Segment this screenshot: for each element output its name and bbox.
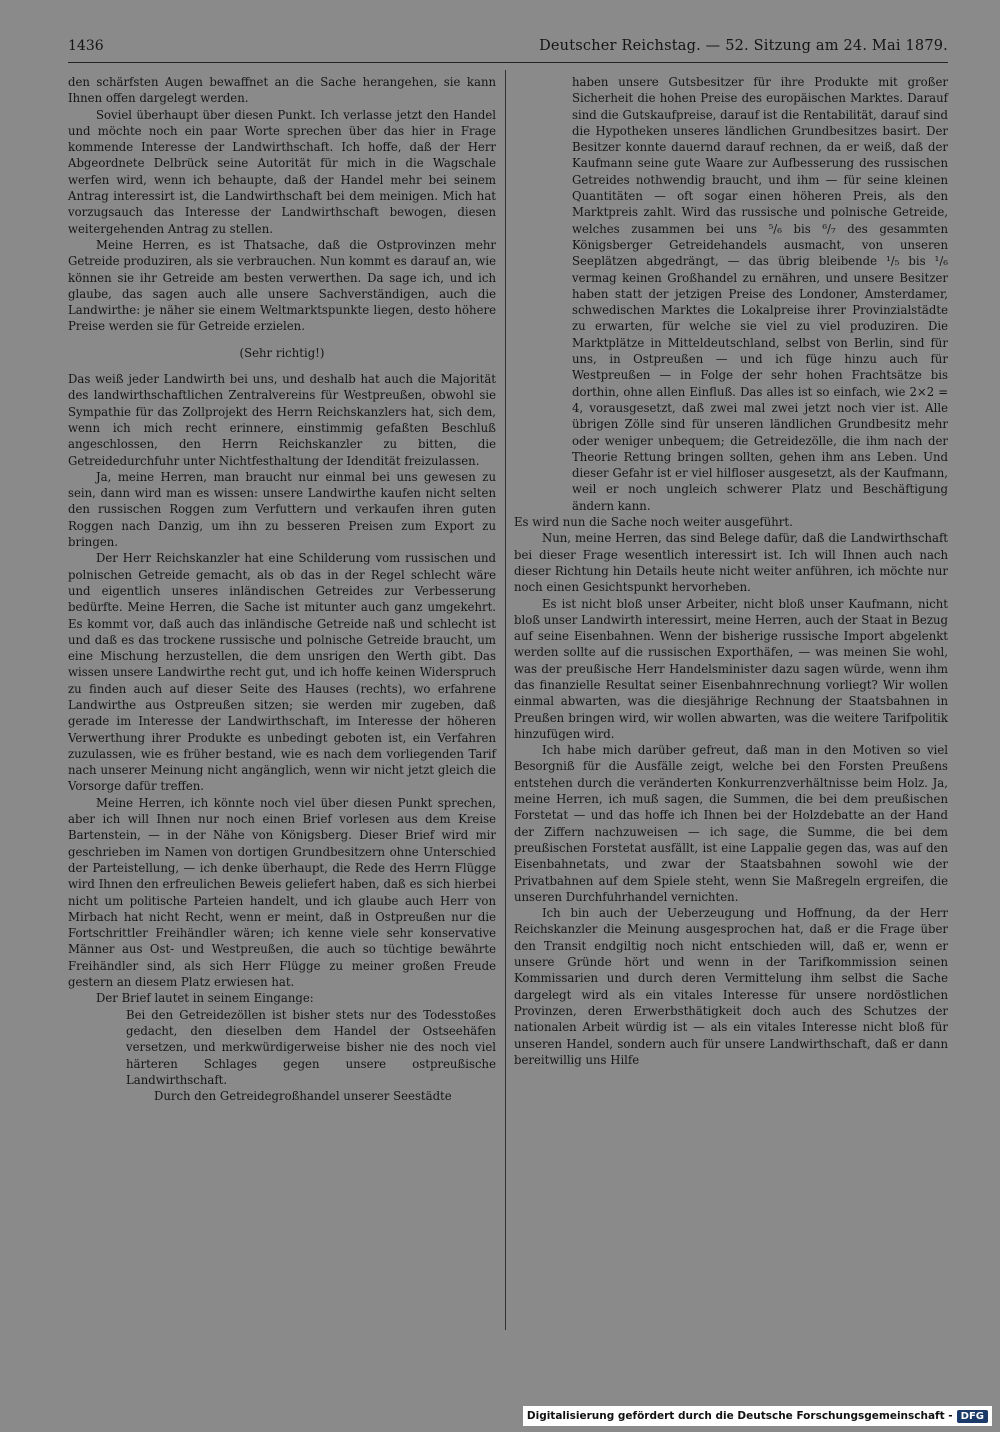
paragraph: Der Brief lautet in seinem Eingange: [96,991,314,1006]
paragraph: Soviel überhaupt über diesen Punkt. Ich verlasse jetzt den Handel und möchte noch ein paar Worte sprechen über das hier in Frage kommende Interesse der Landwirthschaft. Ich hoffe, daß der Herr Abgeordnete Delbrück seine Autorität für mich in die Wagschale werfen wird, wenn ich behaupte, daß der Handel mehr bei seinem Antrag interessirt ist, die Landwirthschaft bei dem meinigen. Mich hat vorzugsauch das Interesse der Landwirthschaft bewogen, diesen weitergehenden Antrag zu stellen. [68,107,496,236]
digitization-footer [523,1406,992,1426]
interjection: (Sehr richtig!) [239,345,325,360]
left-column [68,74,496,1104]
right-column [514,74,948,1068]
paragraph: Meine Herren, ich könnte noch viel über diesen Punkt sprechen, aber ich will Ihnen nur noch einen Brief vorlesen aus dem Kreise Bartenstein, — in der Nähe von Königsberg. Dieser Brief wird mir geschrieben im Namen von dortigen Grundbesitzern ohne Unterschied der Parteistellung, — ich denke überhaupt, die Rede des Herrn Flügge wird Ihnen den erfreulichen Beweis geliefert haben, daß es sich hierbei nicht um politische Parteien handelt, und ich glaube auch Herr von Mirbach hat nicht Recht, wenn er meint, daß in Ostpreußen nur die Fortschrittler Freihändler wären; ich kenne viele sehr konservative Männer aus Ost- und Westpreußen, die auch so tüchtige bewährte Freihändler sind, als sich Herr Flügge zu meiner großen Freude gestern an diesem Platz erwiesen hat. [68,795,496,990]
quoted-letter: Bei den Getreidezöllen ist bisher stets nur des Todesstoßes gedacht, den dieselben dem Handel der Ostseehäfen versetzen, und merkwürdigerweise bisher nie des noch viel härteren Schlages gegen unsere ostpreußische Landwirthschaft. [126,1007,496,1087]
paragraph: Es wird nun die Sache noch weiter ausgeführt. [514,515,793,530]
paragraph: Nun, meine Herren, das sind Belege dafür, daß die Landwirthschaft bei dieser Frage wesentlich interessirt ist. Ich will Ihnen auch nach dieser Richtung hin Details heute nicht weiter anführen, ich möchte nur noch einen Gesichtspunkt hervorheben. [514,531,948,595]
paragraph: Es ist nicht bloß unser Arbeiter, nicht bloß unser Kaufmann, nicht bloß unser Landwirth interessirt, meine Herren, auch der Staat in Bezug auf seine Eisenbahnen. Wenn der bisherige russische Import abgelenkt werden sollte auf die russischen Exporthäfen, — was meinen Sie wohl, was der preußische Herr Handelsminister dazu sagen würde, wenn ihm das finanzielle Resultat seiner Eisenbahnrechnung vorliegt? Wir wollen einmal abwarten, was die diesjährige Rechnung der Staatsbahnen in Preußen bringen wird, wir wollen abwarten, was die weitere Tarifpolitik hinzufügen wird. [514,596,948,741]
paragraph: Der Herr Reichskanzler hat eine Schilderung vom russischen und polnischen Getreide gemacht, als ob das in der Regel schlecht wäre und eigentlich unseres inländischen Getreides zur Verbesserung bedürfte. Meine Herren, die Sache ist mitunter auch ganz umgekehrt. Es kommt vor, daß auch das inländische Getreide naß und schlecht ist und daß es das trockene russische und polnische Getreide braucht, um eine Mischung herzustellen, die dem unsrigen den Werth gibt. Das wissen unsere Landwirthe recht gut, und ich hoffe keinen Widerspruch zu finden auch auf dieser Seite des Hauses (rechts), wo erfahrene Landwirthe aus Ostpreußen sitzen; sie werden mir zugeben, daß gerade im Interesse der Landwirthschaft, im Interesse der höheren Verwerthung ihrer Produkte es unbedingt geboten ist, ein Verfahren zuzulassen, wie es früher bestand, wie es nach dem vorliegenden Tarif nach unserer Meinung nicht angänglich, wenn wir nicht jetzt gleich die Vorsorge dafür treffen. [68,551,496,794]
footer-text: Digitalisierung gefördert durch die Deutsche Forschungsgemeinschaft - [526,1410,953,1422]
paragraph: Ja, meine Herren, man braucht nur einmal bei uns gewesen zu sein, dann wird man es wissen: unsere Landwirthe kaufen nicht selten den russischen Roggen zum Verfuttern und verkaufen ihren guten Roggen nach Danzig, um ihn zu besseren Preisen zum Export zu bringen. [68,469,496,550]
page-number: 1436 [68,38,104,54]
page-header [68,38,948,60]
paragraph: den schärfsten Augen bewaffnet an die Sache herangehen, sie kann Ihnen offen dargelegt werden. [68,75,496,106]
quoted-letter: Durch den Getreidegroßhandel unserer Seestädte [154,1089,452,1104]
quoted-letter: haben unsere Gutsbesitzer für ihre Produkte mit großer Sicherheit die hohen Preise des europäischen Marktes. Darauf sind die Gutskaufpreise, darauf ist die Rentabilität, darauf sind die Hypotheken unseres ländlichen Grundbesitzes basirt. Der Besitzer konnte dauernd darauf rechnen, da er weiß, daß der Kaufmann seine gute Waare zur Aufbesserung des russischen Getreides nothwendig braucht, und ihm — für seine kleinen Quantitäten — oft sogar einen höheren Preis, als den Marktpreis zahlt. Wird das russische und polnische Getreide, welches zusammen bei uns ⁵/₆ bis ⁶/₇ des gesammten Königsberger Getreidehandels ausmacht, von unseren Seeplätzen abgedrängt, — das übrig bleibende ¹/₅ bis ¹/₆ vermag keinen Großhandel zu ernähren, und unsere Besitzer haben statt der jetzigen Preise des Londoner, Amsterdamer, schwedischen Marktes die Lokalpreise ihrer Provinzialstädte zu erwarten, für welche sie viel zu viel produziren. Die Marktplätze in Mitteldeutschland, selbst von Berlin, sind für uns, in Ostpreußen — und ich füge hinzu auch für Westpreußen — in Folge der sehr hohen Frachtsätze bis dorthin, ohne allen Einfluß. Das alles ist so einfach, wie 2×2 = 4, vorausgesetzt, daß zwei mal zwei jetzt noch vier ist. Alle übrigen Zölle sind für unseren ländlichen Grundbesitz mehr oder weniger unbequem; die Getreidezölle, die ihm nach der Theorie Rettung bringen sollten, gehen ihm ans Leben. Und dieser Gefahr ist er viel hilfloser ausgesetzt, als der Kaufmann, weil er noch ungleich schwerer Platz und Beschäftigung ändern kann. [572,75,948,513]
header-rule [68,62,948,63]
paragraph: Ich bin auch der Ueberzeugung und Hoffnung, da der Herr Reichskanzler die Meinung ausgesprochen hat, daß er die Frage über den Transit endgiltig noch nicht entschieden will, daß er, wenn er unsere Gründe hört und wenn in der Tarifkommission seinen Kommissarien und durch deren Vermittelung ihm selbst die Sache dargelegt wird als ein vitales Interesse für unsere nordöstlichen Provinzen, deren Erwerbsthätigkeit doch auch des Schutzes der nationalen Arbeit würdig ist — als ein vitales Interesse nicht bloß für unseren Handel, sondern auch für unsere Landwirthschaft, daß er dann bereitwillig uns Hilfe [514,906,948,1067]
paragraph: Das weiß jeder Landwirth bei uns, und deshalb hat auch die Majorität des landwirthschaftlichen Zentralvereins für Westpreußen, obwohl sie Sympathie für das Zollprojekt des Herrn Reichskanzlers hat, sich dem, wenn ich mich recht erinnere, einstimmig gefaßten Beschluß angeschlossen, den Herrn Reichskanzler zu bitten, die Getreidedurchfuhr unter Nichtfesthaltung der Idendität freizulassen. [68,372,496,468]
paragraph: Meine Herren, es ist Thatsache, daß die Ostprovinzen mehr Getreide produziren, als sie verbrauchen. Nun kommt es darauf an, wie können sie ihr Getreide am besten verwerthen. Da sage ich, und ich glaube, das sagen auch alle unsere Sachverständigen, auch die Landwirthe: je näher sie einem Weltmarktspunkte liegen, desto höhere Preise werden sie für Getreide erzielen. [68,237,496,334]
column-divider [505,70,506,1330]
paragraph: Ich habe mich darüber gefreut, daß man in den Motiven so viel Besorgniß für die Ausfälle zeigt, welche bei den Forsten Preußens entstehen durch die veränderten Konkurrenzverhältnisse beim Holz. Ja, meine Herren, ich muß sagen, die Summen, die bei dem preußischen Forstetat — und das hoffe ich Ihnen bei der Holzdebatte an der Hand der Ziffern nachzuweisen — ich sage, die Summe, die bei dem preußischen Forstetat ausfällt, ist eine Lappalie gegen das, was auf den Eisenbahnetats, und zwar der Staatsbahnen sowohl wie der Privatbahnen auf dem Spiele steht, wenn Sie Maßregeln ergreifen, die unseren Durchfuhrhandel vernichten. [514,743,948,904]
dfg-logo: DFG [957,1410,988,1423]
running-title: Deutscher Reichstag. — 52. Sitzung am 24. Mai 1879. [539,38,948,54]
